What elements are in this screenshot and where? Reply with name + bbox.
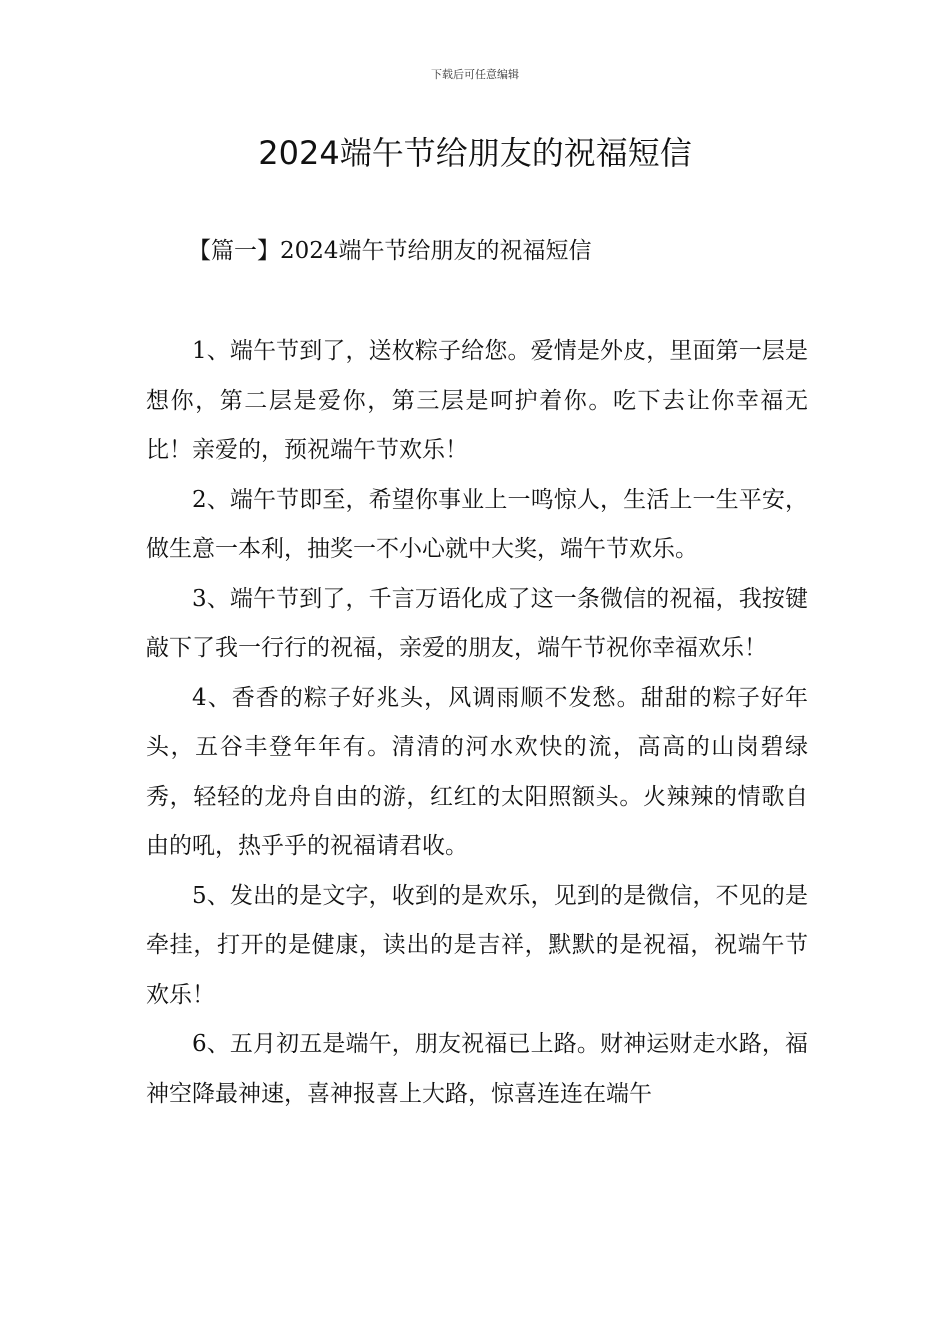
paragraph-5: 5、发出的是文字，收到的是欢乐，见到的是微信，不见的是牵挂，打开的是健康，读出的是吉祥，默默的是祝福，祝端午节欢乐！ bbox=[146, 882, 808, 1008]
document-title: 2024端午节给朋友的祝福短信 bbox=[258, 134, 692, 172]
section-heading: 【篇一】2024端午节给朋友的祝福短信 bbox=[188, 238, 592, 264]
paragraph-3: 3、端午节到了，千言万语化成了这一条微信的祝福，我按键敲下了我一行行的祝福，亲爱的朋友，端午节祝你幸福欢乐！ bbox=[146, 585, 808, 661]
paragraph-2: 2、端午节即至，希望你事业上一鸣惊人，生活上一生平安，做生意一本利，抽奖一不小心就中大奖，端午节欢乐。 bbox=[146, 486, 808, 562]
paragraph-6: 6、五月初五是端午，朋友祝福已上路。财神运财走水路，福神空降最神速，喜神报喜上大路，惊喜连连在端午 bbox=[146, 1031, 808, 1107]
paragraph-1: 1、端午节到了，送枚粽子给您。爱情是外皮，里面第一层是想你，第二层是爱你，第三层是呵护着你。吃下去让你幸福无比！亲爱的，预祝端午节欢乐！ bbox=[146, 338, 808, 463]
header-note: 下载后可任意编辑 bbox=[431, 68, 519, 81]
document-body bbox=[146, 327, 808, 1119]
paragraph-4: 4、香香的粽子好兆头，风调雨顺不发愁。甜甜的粽子好年头，五谷丰登年年有。清清的河水欢快的流，高高的山岗碧绿秀，轻轻的龙舟自由的游，红红的太阳照额头。火辣辣的情歌自由的吼，热乎乎的祝福请君收。 bbox=[146, 684, 808, 859]
